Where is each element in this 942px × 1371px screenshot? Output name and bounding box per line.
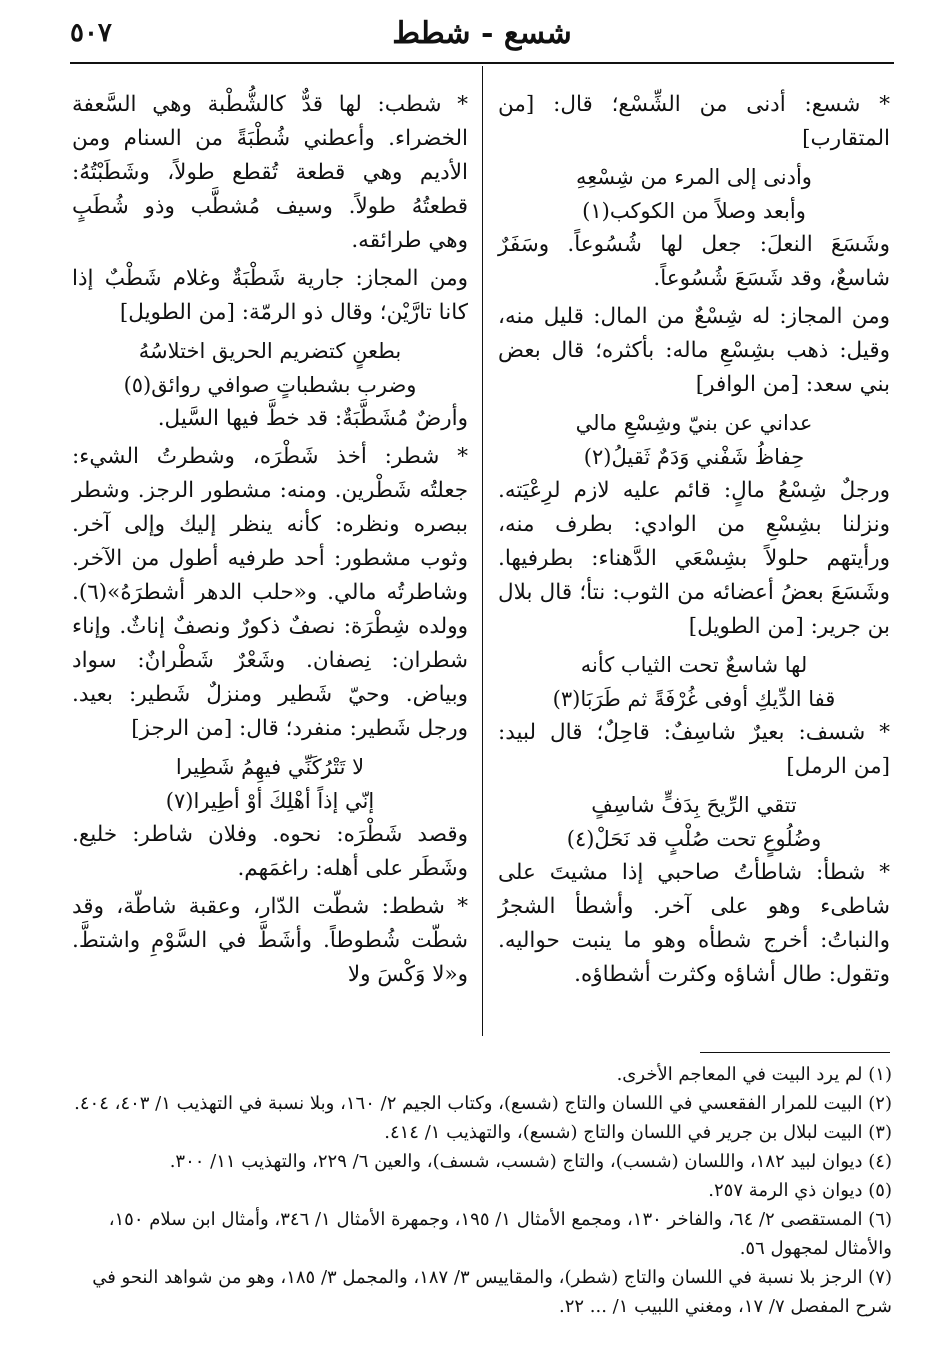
footnote: (١) لم يرد البيت في المعاجم الأخرى. (616, 1064, 892, 1085)
verse-line: لا تَتْرُكَنِّي فيهِمُ شَطِيرا (175, 755, 365, 779)
running-title: شسع - شطط (392, 16, 572, 51)
footnotes (72, 1060, 892, 1321)
verse-line: وأدنى إلى المرء من شِسْعِهِ (576, 165, 812, 189)
page-header (70, 8, 894, 58)
verse-line: لها شاسعٌ تحت الثياب كأنه (580, 653, 808, 677)
verse-line: قفا الدِّيكِ أوفى غُرْفَةً ثم طَرَبَا(٣) (552, 687, 836, 711)
footnote: (٥) ديوان ذي الرمة ٢٥٧. (708, 1180, 892, 1201)
entry-shatab: * شطب: لها قدٌّ كالشُّطْبة وهي السَّعفة الخضراء. وأعطني شُطْبَةً من السنام ومن الأديم وهي قطعة تُقطع طولاً، وشَطَبْتُهُ: قطعتُهُ طولاً. وسيف مُشطَّب وذو شُطَبٍ وهي طرائقه. (72, 92, 468, 253)
footnote: (٧) الرجز بلا نسبة في اللسان والتاج (شطر)، والمقاييس ٣/ ١٨٧، والمجمل ٣/ ١٨٥، وهو من شواهد النحو في شرح المفصل ٧/ ١٧، ومغني اللبيب ١/ ... ٢٢. (92, 1267, 892, 1317)
entry-shatat: * شطط: شطّت الدّار، وعقبة شاطّة، وقد شطّت شُطوطاً. وأشَطَّ في السَّوْمِ واشتطَّ. و«لا وَكْسَ ولا (72, 894, 468, 987)
footnote: (٣) البيت لبلال بن جرير في اللسان والتاج (شسع)، والتهذيب ١/ ٤١٤. (384, 1122, 892, 1143)
footnote-rule (700, 1052, 890, 1053)
verse-line: عداني عن بنيّ وشِسْعِ مالي (575, 411, 813, 435)
verse-line: تتقي الرِّيحَ بِدَفٍّ شاسِفٍ (591, 793, 797, 817)
verse-line: وأبعد وصلاً من الكوكب(١) (582, 199, 806, 223)
page-number: ٥٠٧ (70, 18, 112, 48)
verse-line: بطعنٍ كتضريم الحريق اختلاسُهُ (138, 339, 402, 363)
entry-text: وشَسَعَ النعلَ: جعل لها شُسُوعاً. وسَفَرٌ شاسعٌ، وقد شَسَعَ شُسُوعاً. (498, 232, 890, 291)
entry-shata: * شطأ: شاطأتُ صاحبي إذا مشيتَ على شاطىء وهو على آخر. وأشطأ الشجرُ والنباتُ: أخرج شطأه وهو ما ينبت حواليه. وتقول: طال أشاؤه وكثرت أشطاؤه. (498, 860, 890, 987)
column-divider (482, 66, 483, 1036)
verse-line: وضُلُوعٍ تحت صُلْبٍ قد نَحَلْ(٤) (566, 827, 822, 851)
footnote: (٦) المستقصى ٢/ ٦٤، والفاخر ١٣٠، ومجمع الأمثال ١/ ١٩٥، وجمهرة الأمثال ١/ ٣٤٦، وأمثال ابن سلام ١٥٠، والأمثال لمجهول ٥٦. (108, 1209, 892, 1259)
verse-line: حِفاظُ شَفْني وَدَمٌ ثَقيلُ(٢) (583, 445, 805, 469)
entry-text: وأرضٌ مُشَطَّبَةٌ: قد خطَّ فيها السَّيل. (157, 406, 468, 431)
entry-text: وقصد شَطْرَه: نحوه. وفلان شاطر: خليع. وشَطَر على أهله: راغمَهم. (72, 822, 468, 881)
entry-shasaf: * شسف: بعيرٌ شاسِفٌ: قاحِلٌ؛ قال لبيد: [من الرمل] (498, 720, 890, 779)
header-rule (70, 62, 894, 64)
footnote: (٤) ديوان لبيد ١٨٢، واللسان (شسب)، والتاج (شسب، شسف)، والعين ٦/ ٢٢٩، والتهذيب ١١/ ٣٠٠. (169, 1151, 892, 1172)
entry-text: ورجلٌ شِسْعُ مالٍ: قائم عليه لازم لرِعْيَته. ونزلنا بشِسْعِ من الوادي: بطرف منه، ورأيتهم حلولاً بشِسْعَي الدَّهناء: بطرفيها. وشَسَعَ بعضُ أعضائه من الثوب: نتأ؛ قال بلال بن جرير: [من الطويل] (498, 478, 890, 639)
left-column (72, 88, 468, 996)
verse-line: إنّي إذاً أهْلِكَ أوْ أطِيرا(٧) (165, 789, 375, 813)
right-column (498, 88, 890, 996)
entry-text: ومن المجاز: له شِسْعٌ من المال: قليل منه، وقيل: ذهب بشِسْعِ ماله: بأكثره؛ قال بعض بني سعد: [من الوافر] (498, 304, 890, 397)
verse-line: وضرب بشطباتٍ صوافي روائق(٥) (123, 373, 417, 397)
entry-shatar: * شطر: أخذ شَطْرَه، وشطرتُ الشيء: جعلتُه شَطْرين. ومنه: مشطور الرجز. وشطر ببصره ونظره: كأنه ينظر إليك وإلى آخر. وثوب مشطور: أحد طرفيه أطول من الآخر. وشاطرتُه مالي. و«حلب الدهر أشطرَهُ»(٦). وولده شِطْرَة: نصفٌ ذكورٌ ونصفٌ إناثٌ. وإناء شطران: نِصفان. وشَعْرٌ شَطْرانٌ: سواد وبياض. وحيّ شَطير ومنزلٌ شَطير: بعيد. ورجل شَطير: منفرد؛ قال: [من الرجز] (72, 444, 468, 741)
entry-shasaa: * شسع: أدنى من الشِّسْع؛ قال: [من المتقارب] (498, 92, 890, 151)
footnote: (٢) البيت للمرار الفقعسي في اللسان والتاج (شسع)، وكتاب الجيم ٢/ ١٦٠، وبلا نسبة في التهذيب ١/ ٤٠٣، ٤٠٤. (74, 1093, 892, 1114)
entry-text: ومن المجاز: جارية شَطْبَةٌ وغلام شَطْبٌ إذا كانا تارَّيْن؛ وقال ذو الرمّة: [من الطويل] (72, 266, 468, 325)
